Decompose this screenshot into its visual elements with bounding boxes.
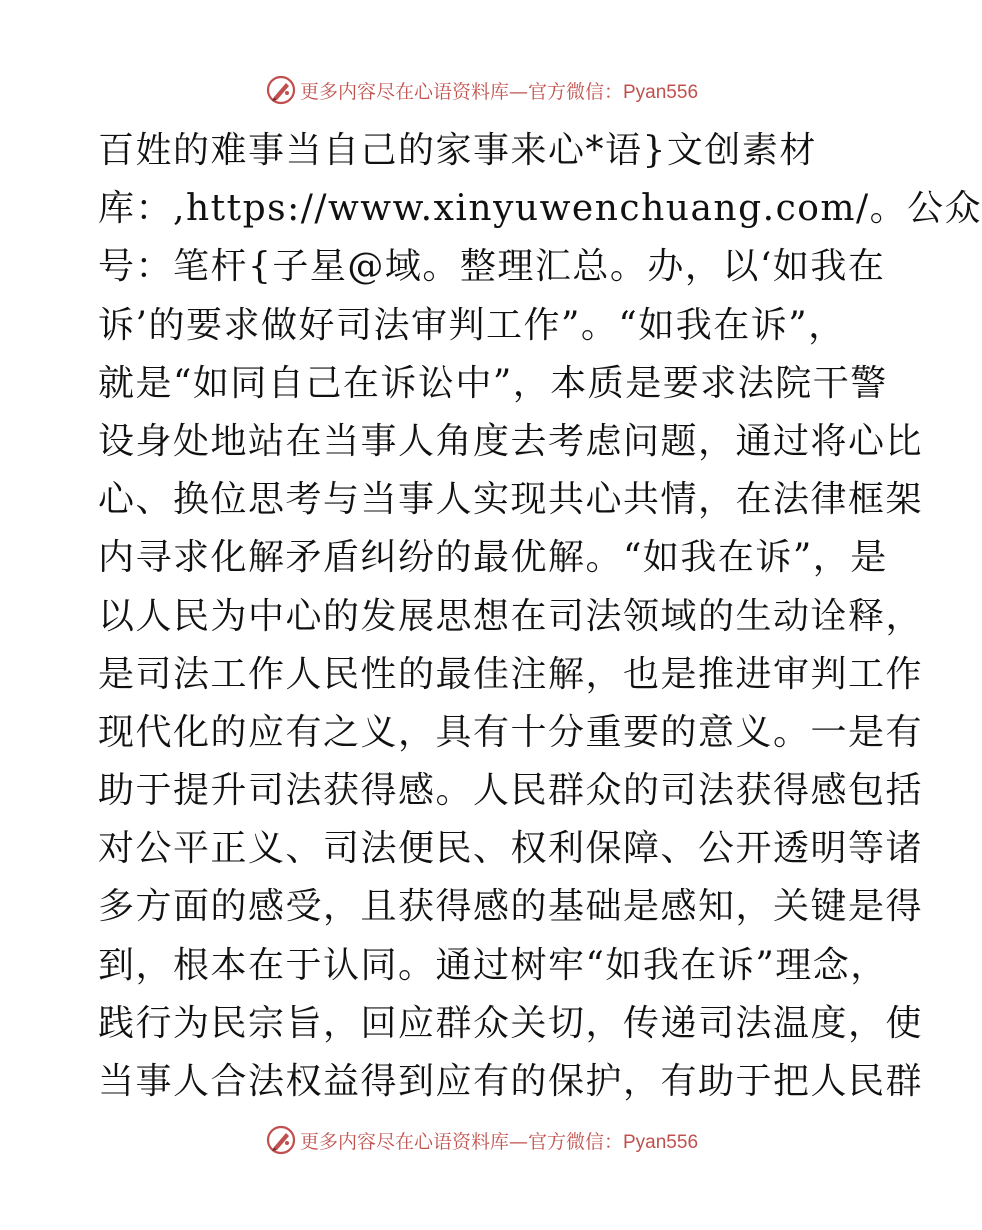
body-line: 到，根本在于认同。通过树牢“如我在诉”理念，: [98, 944, 888, 986]
body-line: 设身处地站在当事人角度去考虑问题，通过将心比: [98, 420, 924, 462]
pen-logo-icon: [266, 75, 296, 105]
header-banner-content: [266, 75, 698, 105]
body-line: 号：笔杆{子星@域。整理汇总。办，以‘如我在: [98, 246, 886, 288]
body-line: 践行为民宗旨，回应群众关切，传递司法温度，使: [98, 1002, 924, 1044]
header-site-text: 更多内容尽在心语资料库: [299, 80, 509, 103]
header-separator: —: [508, 80, 528, 103]
footer-banner-text: [300, 1127, 698, 1154]
footer-banner-content: [266, 1125, 698, 1155]
footer-wechat-id: Pyan556: [623, 1131, 699, 1153]
body-line: 就是“如同自己在诉讼中”，本质是要求法院干警: [98, 362, 888, 404]
header-wechat-label: 官方微信：: [527, 80, 623, 103]
body-line: 库：,https://www.xinyuwenchuang.com/。公众: [98, 188, 982, 230]
footer-banner: [0, 1120, 950, 1160]
body-line: 诉’的要求做好司法审判工作”。“如我在诉”，: [98, 304, 846, 346]
body-line: 心、换位思考与当事人实现共心共情，在法律框架: [98, 479, 924, 521]
footer-wechat-label: 官方微信：: [527, 1130, 623, 1153]
body-line: 多方面的感受，且获得感的基础是感知，关键是得: [98, 886, 924, 928]
body-line: 对公平正义、司法便民、权利保障、公开透明等诸: [98, 828, 924, 870]
body-line: 助于提升司法获得感。人民群众的司法获得感包括: [98, 770, 924, 812]
header-banner: [0, 70, 950, 110]
body-line: 现代化的应有之义，具有十分重要的意义。一是有: [98, 711, 924, 753]
body-line: 当事人合法权益得到应有的保护，有助于把人民群: [98, 1061, 924, 1102]
pen-logo-icon: [266, 1125, 296, 1155]
body-line: 以人民为中心的发展思想在司法领域的生动诠释，: [98, 595, 924, 637]
body-line: 内寻求化解矛盾纠纷的最优解。“如我在诉”，是: [98, 537, 888, 579]
body-line: 是司法工作人民性的最佳注解，也是推进审判工作: [98, 653, 924, 695]
body-text: [98, 122, 982, 1111]
footer-separator: —: [508, 1130, 528, 1153]
body-line: 百姓的难事当自己的家事来心*语}文创素材: [98, 130, 817, 171]
footer-site-text: 更多内容尽在心语资料库: [299, 1130, 509, 1153]
header-banner-text: [300, 77, 698, 104]
header-wechat-id: Pyan556: [623, 81, 699, 103]
